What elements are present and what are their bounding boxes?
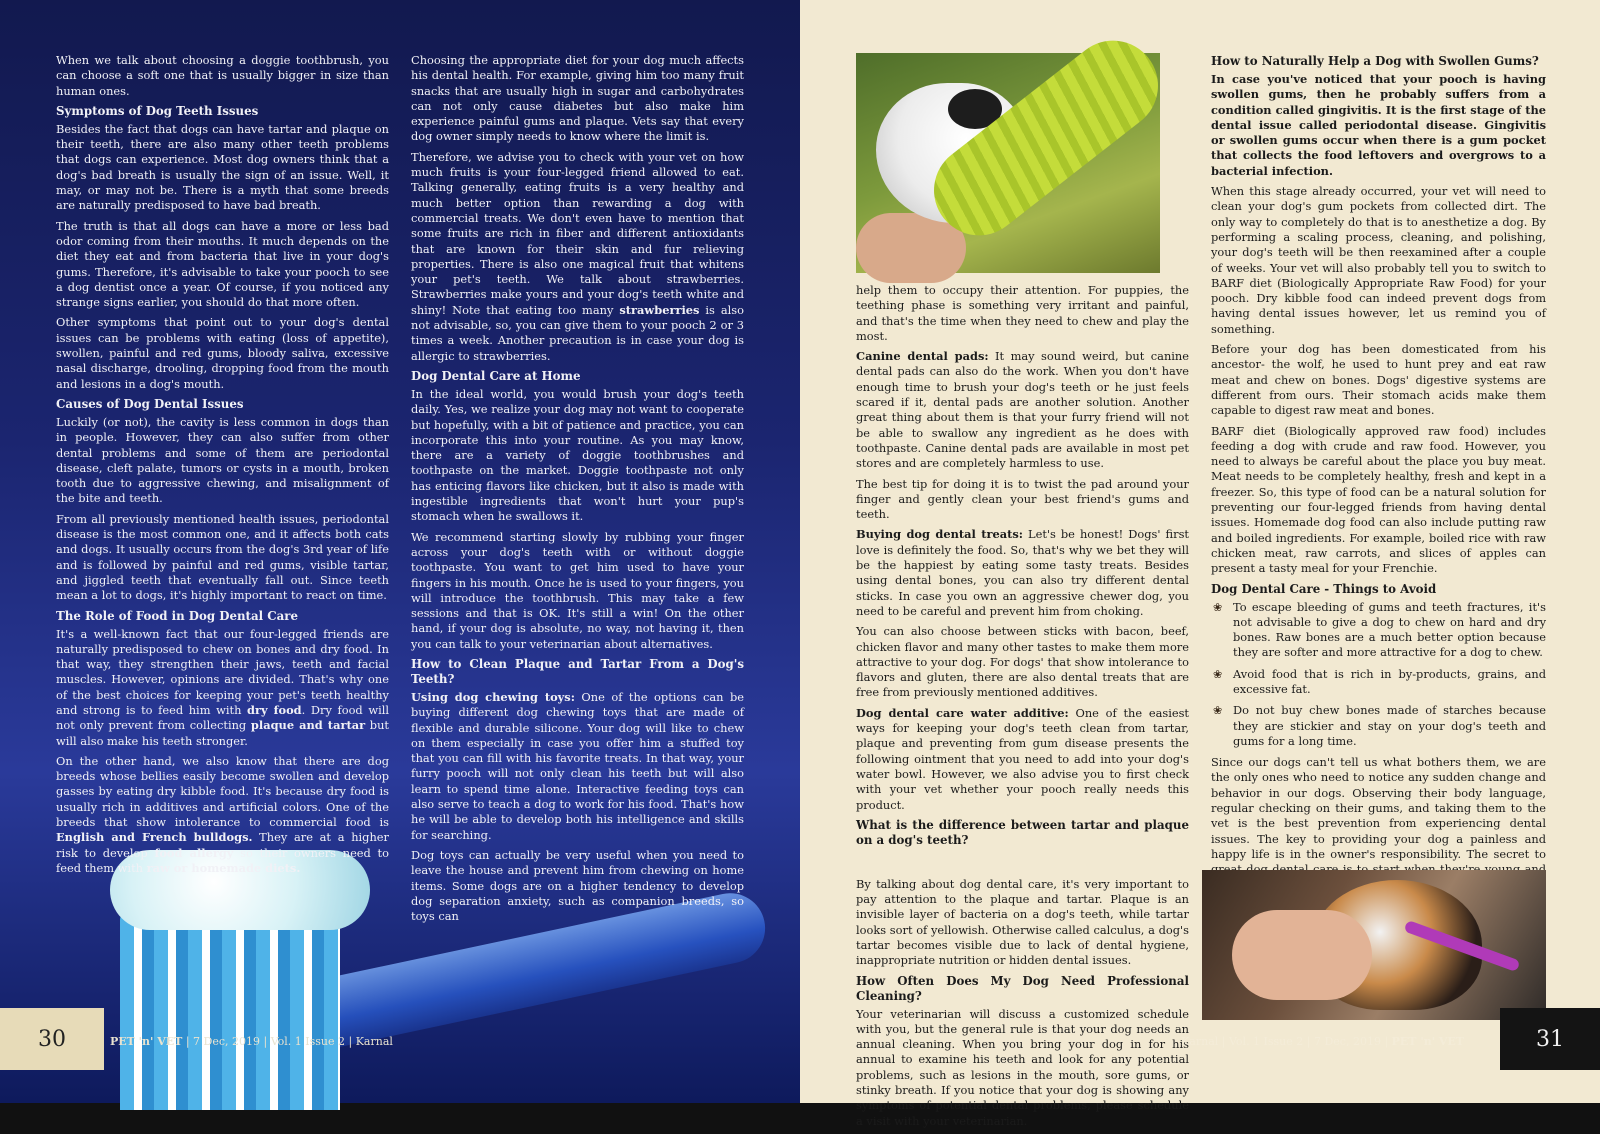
things-to-avoid-list (1211, 600, 1546, 750)
section-heading: Causes of Dog Dental Issues (56, 396, 244, 411)
paragraph: When we talk about choosing a doggie toothbrush, you can choose a soft one that is usually bigger in size than human ones. (56, 53, 389, 98)
section-heading: What is the difference between tartar and plaque on a dog's teeth? (856, 817, 1189, 847)
hand (1232, 910, 1372, 1000)
paragraph: In case you've noticed that your pooch is having swollen gums, then he probably suffers from a condition called gingivitis. It is the first stage of the dental issue called periodontal disease. Gingivitis or swollen gums occur when there is a gum pocket that collects the food leftovers and overgrows to a bacterial infection. (1211, 72, 1546, 178)
issue-info: | 7 Dec, 2019 | Vol. 1 Issue 2 | Karnal (182, 1035, 393, 1048)
magazine-name: PET 'n' VET (110, 1035, 183, 1048)
paw-icon: ❀ (1213, 600, 1223, 614)
bold-text: strawberries (619, 302, 700, 317)
text-run: Since our dogs can't tell us what bothers them, we are the only ones who need to notice any sudden change and behavior in our dogs. Observing their body language, regular checking on their gums, and taking them to the vet is the best prevention from experiencing dental issues. The key to providing your dog a painless and happy life is in the owner's responsibility. The secret to (1211, 755, 1546, 861)
paragraph: Besides the fact that dogs can have tartar and plaque on their teeth, there are also many other teeth problems that dogs can experience. Most dog owners think that a dog's bad breath is usually the sign of an issue. Well, it may, or may not be. There is a myth that some breeds are naturally predisposed to have bad breath. (56, 121, 389, 213)
paragraph: help them to occupy their attention. For puppies, the teething phase is something very irritant and painful, and that's the time when they need to chew and play the most. (856, 283, 1189, 343)
page-30 (0, 0, 800, 1103)
section-heading: Dog Dental Care at Home (411, 368, 581, 383)
paragraph (56, 627, 389, 749)
list-item (1211, 703, 1546, 749)
bold-text: food allergy (154, 845, 234, 860)
bold-text: raw or homemade diets. (146, 860, 301, 875)
dog-teeth-brushing-photo (1202, 870, 1546, 1020)
paragraph (856, 706, 1189, 813)
spacer (856, 851, 1189, 877)
text-run: It may sound weird, but canine dental pads can also do the work. When you don't have enough time to brush your dog's teeth or he just feels scared if it, dental pads are another solution. Another great thing about them is that your furry friend will not be able to swallow any ingredient as he does with toothpaste. Canine dental pads are available in most pet stores and are completely harmless to use. (856, 349, 1190, 471)
paragraph: When this stage already occurred, your vet will need to clean your dog's gum pockets from collected dirt. The only way to completely do that is to anesthetize a dog. By performing a scaling process, cleaning, and polishing, your dog's teeth will be then reexamined after a couple of weeks. Your vet will also probably tell you to switch to BARF diet (Biologically Appropriate Raw Food) for your pooch. Dry kibble food can indeed prevent dogs from having dental issues however, let us remind you of something. (1211, 184, 1546, 336)
paw-icon: ❀ (1213, 704, 1223, 718)
section-heading: Symptoms of Dog Teeth Issues (56, 103, 259, 118)
footer-left (0, 1021, 800, 1062)
dog-chewing-toy-photo (856, 53, 1160, 273)
right-column-1 (856, 283, 1189, 1134)
paragraph: Before your dog has been domesticated from his ancestor- the wolf, he used to hunt prey and eat raw meat and chew on bones. Dogs' digestive systems are different from ours. Their stomach acids make them capable to digest raw meat and bones. (1211, 342, 1546, 418)
paragraph: The truth is that all dogs can have a more or less bad odor coming from their mouths. It much depends on the diet they eat and from bacteria that live in your dog's gums. Therefore, it's advisable to take your pooch to see a dog dentist once a year. Of course, if you noticed any strange signs earlier, you should do that more often. (56, 218, 389, 310)
text-run: Therefore, we advise you to check with your vet on how much fruits is your four-legged friend allowed to eat. Talking generally, eating fruits is a very healthy and much better option than rewarding a dog with commercial treats. We don't even have to mention that some fruits are rich in fiber and different antioxidants that are known for their skin and fur relieving properties. There is also one magical fruit that whitens your pet's teeth. We talk about strawberries. Strawberries make yours and your dog's teeth white and shiny! Note that eating too many (411, 149, 744, 317)
paragraph (56, 754, 389, 876)
footer-meta (110, 1035, 393, 1048)
paragraph: In the ideal world, you would brush your dog's teeth daily. Yes, we realize your dog may not want to cooperate but hopefully, with a bit of patience and practice, you can incorporate this into your routine. As you may know, there are a variety of doggie toothbrushes and toothpaste on the market. Doggie toothpaste not only has enticing flavors like chicken, but it also is made with ingestible ingredients that won't hurt your pup's stomach when he swallows it. (411, 386, 744, 524)
paragraph (411, 690, 744, 843)
paragraph: BARF diet (Biologically approved raw food) includes feeding a dog with crude and raw food. However, you need to always be careful about the place you buy meat. Meat needs to be completely healthy, fresh and kept in a freezer. So, this type of food can be a natural solution for preventing our four-legged friends from having dental issues. Homemade dog food can also include putting raw and boiled ingredients. For example, boiled rice with raw chicken meat, raw carrots, and slices of apples can present a tasty meal for your Frenchie. (1211, 423, 1546, 576)
paragraph: You can also choose between sticks with bacon, beef, chicken flavor and many other tastes to make them more attractive to your dog. For dogs' that show intolerance to flavors and gluten, there are also dental treats that are free from previously mentioned additives. (856, 624, 1189, 700)
toothbrush-bristles (120, 910, 340, 1110)
text-run: They are at a higher risk to develop (56, 830, 389, 860)
footer-right (800, 1021, 1600, 1062)
text-run: On the other hand, we also know that there are dog breeds whose bellies easily become swollen and develop gasses by eating dry kibble food. It's because dry food is usually rich in additives and artificial colors. One of the breeds that show intolerance to commercial food is (56, 753, 389, 830)
footer-meta (1181, 1035, 1464, 1048)
paragraph: Dog toys can actually be very useful when you need to leave the house and prevent him from chewing on home items. Some dogs are on a higher tendency to develop dog separation anxiety, such as companion breeds, so toys can (411, 847, 744, 924)
paragraph: Luckily (or not), the cavity is less common in dogs than in people. However, they can also suffer from other dental problems and some of them are periodontal disease, cleft palate, tumors or cysts in a mouth, broken tooth due to aggressive chewing, and misalignment of the bite and teeth. (56, 414, 389, 506)
paragraph: The best tip for doing it is to twist the pad around your finger and gently clean your best friend's gums and teeth. (856, 476, 1189, 522)
text-run: so their owners need to feed them with (56, 845, 389, 875)
text-run: One of the easiest ways for keeping your dog's teeth clean from tartar, plaque and preventing from gum disease presents the following ointment that you need to add into your dog's water bowl. However, we also advise you to first check with your vet whether your pooch really needs this product. (856, 705, 1190, 812)
list-item (1211, 667, 1546, 698)
paragraph (856, 349, 1189, 471)
bold-text: English and French bulldogs. (56, 830, 253, 845)
paragraph (411, 150, 744, 364)
text-run: Let's be honest! Dogs' first love is definitely the food. So, that's why we bet they will be the happiest by eating some tasty treats. Besides using dental bones, you can also try different dental sticks. In case you own an aggressive chewer dog, you need to be careful and prevent him from choking. (856, 527, 1189, 618)
section-heading: How to Clean Plaque and Tartar From a Dog's Teeth? (411, 656, 744, 686)
text-run: is also not advisable, so, you can give them to your pooch 2 or 3 times a week. Another precaution is in case your dog is allergic to strawberries. (411, 302, 744, 363)
left-column-2 (411, 53, 744, 929)
bold-text: Buying dog dental treats: (856, 527, 1023, 542)
list-item-text: Do not buy chew bones made of starches because they are stickier and stay on your dog's teeth and gums for a long time. (1233, 703, 1546, 748)
page-number: 31 (1500, 1008, 1600, 1070)
right-column-2 (1211, 53, 1546, 959)
paragraph: We recommend starting slowly by rubbing your finger across your dog's teeth with or without doggie toothpaste. You want to get him used to have your fingers in his mouth. Once he is used to your fingers, you will introduce the toothbrush. This may take a few sessions and that is OK. It's still a win! On the other hand, if your dog is absolute, no way, not having it, then you can talk to your veterinarian about alternatives. (411, 529, 744, 651)
left-column-1 (56, 53, 389, 881)
paragraph: Choosing the appropriate diet for your dog much affects his dental health. For example, giving him too many fruit snacks that are usually high in sugar and carbohydrates can not only cause diabetes but also make him experience painful gums and plaque. Vets say that every dog owner simply needs to know where the limit is. (411, 53, 744, 144)
text-run: . Dry food will not only prevent from collecting (56, 702, 389, 733)
paragraph: Your veterinarian will discuss a customized schedule with you, but the general rule is that your dog needs an annual cleaning. When you bring your dog in for his annual to examine his teeth and look for any potential problems, such as lesions in the mouth, sore gums, or stinky breath. If you notice that your dog is showing any symptoms of potential dental problems, please schedule a visit with your veterinarian. (856, 1006, 1189, 1128)
text-run: One of the options can be buying different dog chewing toys that are made of flexible and durable silicone. Your dog will like to chew on them especially in case you offer him a stuffed toy that you can fill with his favorite treats. In that way, your furry pooch will not only clean his teeth but will also learn to spend time alone. Interactive feeding toys can also serve to teach a dog to work for his food. That's how he will be able to develop both his intelligence and skills for searching. (411, 689, 744, 842)
list-item-text: To escape bleeding of gums and teeth fractures, it's not advisable to give a dog to chew on hard and dry bones. Raw bones are a much better option because they are softer and more attractive for a dog to chew. (1233, 599, 1546, 660)
text-run: It's a well-known fact that our four-legged friends are naturally predisposed to chew on bones and dry food. In that way, they strengthen their jaws, teeth and facial muscles. However, opinions are divided. That's why one of the best choices for keeping your pet's teeth healthy and strong is to feed him with (56, 626, 389, 717)
page-number: 30 (0, 1008, 104, 1070)
list-item-text: Avoid food that is rich in by-products, grains, and excessive fat. (1233, 666, 1546, 696)
paragraph: By talking about dog dental care, it's very important to pay attention to the plaque and tartar. Plaque is an invisible layer of bacteria on a dog's teeth, while tartar looks sort of yellowish. Otherwise called calculus, a dog's tartar becomes visible due to lack of dental hygiene, inappropriate nutrition or hidden dental issues. (856, 876, 1189, 968)
paragraph: From all previously mentioned health issues, periodontal disease is the most common one, and it affects both cats and dogs. It usually occurs from the dog's 3rd year of life and is followed by painful and red gums, visible tartar, and jiggled teeth that eventually fall out. Since teeth mean a lot to dogs, it's highly important to react on time. (56, 511, 389, 603)
magazine-name: PET 'n' VET (1391, 1035, 1464, 1048)
section-heading: Dog Dental Care - Things to Avoid (1211, 581, 1437, 596)
paragraph (856, 527, 1189, 619)
bold-text: Canine dental pads: (856, 349, 989, 364)
bold-text: Dog dental care water additive: (856, 705, 1069, 720)
text-run: but will also make his teeth stronger. (56, 718, 389, 748)
issue-info: Karnal | Vol. 1 Issue 2 | 7 Dec, 2019 | (1181, 1035, 1392, 1048)
paragraph: Other symptoms that point out to your dog's dental issues can be problems with eating (loss of appetite), swollen, painful and red gums, bloody saliva, excessive nasal discharge, drooling, dropping food from the mouth and lesions in a dog's mouth. (56, 315, 389, 391)
section-heading: The Role of Food in Dog Dental Care (56, 608, 298, 623)
bold-text: Using dog chewing toys: (411, 689, 575, 704)
bold-text: dry food (247, 702, 302, 717)
bold-text: plaque and tartar (250, 718, 366, 733)
section-heading: How to Naturally Help a Dog with Swollen Gums? (1211, 54, 1539, 68)
paw-icon: ❀ (1213, 667, 1223, 681)
list-item (1211, 600, 1546, 661)
section-heading: How Often Does My Dog Need Professional Cleaning? (856, 973, 1189, 1003)
